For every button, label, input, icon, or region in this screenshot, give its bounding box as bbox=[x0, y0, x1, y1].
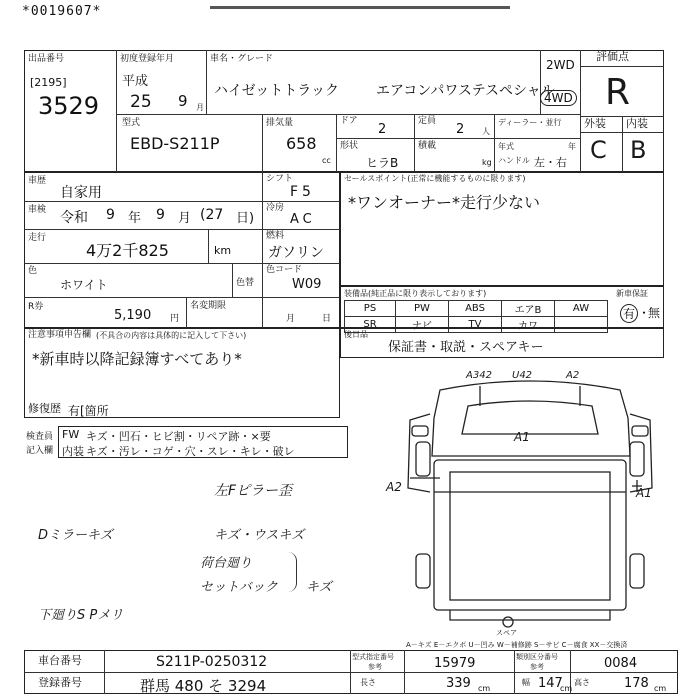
ac-value: AC bbox=[290, 212, 316, 227]
mileage-label: 走行 bbox=[28, 233, 47, 243]
class-no-ref: 参考 bbox=[530, 663, 544, 671]
capacity-value: 2 bbox=[456, 122, 465, 137]
name-change-month: 月 bbox=[286, 314, 296, 324]
color-label: 色 bbox=[28, 266, 38, 276]
equip-airbag: エアB bbox=[502, 301, 555, 317]
mileage-value: 4万2千825 bbox=[86, 241, 169, 260]
color-value: ホワイト bbox=[60, 278, 108, 292]
left-mirror bbox=[412, 426, 428, 436]
equipment-label: 装備品(純正品に限り表示しております) bbox=[344, 289, 487, 298]
width-label: 幅 bbox=[522, 678, 530, 687]
width-unit: cm bbox=[560, 684, 573, 693]
code-right-a1: A1 bbox=[636, 486, 652, 500]
displacement-unit: cc bbox=[322, 156, 331, 165]
equip-tv: TV bbox=[449, 317, 502, 333]
year-unit: 年 bbox=[568, 142, 576, 151]
rear-left-wheel bbox=[416, 554, 430, 588]
accessories-value: 保証書・取説・スペアキー bbox=[388, 340, 544, 355]
shift-label: シフト bbox=[266, 174, 294, 184]
inspection-year-unit: 年 bbox=[128, 211, 142, 226]
usage-label: 車歴 bbox=[28, 176, 47, 186]
handwritten-bed: 荷台廻り bbox=[200, 556, 253, 571]
handwritten-scratch: キズ・ウスキズ bbox=[214, 528, 305, 543]
handwritten-bracket bbox=[288, 552, 297, 592]
car-grade: エアコンパワステスペシャル bbox=[376, 83, 555, 99]
code-top-a2: A2 bbox=[566, 370, 580, 381]
fuel-label: 燃料 bbox=[266, 231, 285, 241]
inspection-day-unit: 日) bbox=[236, 211, 255, 226]
color-change-label: 色替 bbox=[236, 278, 255, 288]
spare-label: スペア bbox=[496, 629, 517, 637]
lot-label: 出品番号 bbox=[28, 54, 65, 64]
year-label: 年式 bbox=[498, 142, 514, 151]
equip-aw: AW bbox=[555, 301, 608, 317]
damage-legend: A－キズ E－エクボ U－凹み W－補修跡 S－サビ C－腐食 XX－交換済 bbox=[406, 641, 628, 649]
grade-label: 評価点 bbox=[596, 50, 629, 63]
bed-inner bbox=[450, 472, 610, 600]
recycle-value: 5,190 bbox=[114, 308, 152, 323]
class-no-label: 類別区分番号 bbox=[516, 653, 558, 661]
dealer-label: ディーラー・並行 bbox=[498, 118, 562, 127]
handle-value: 左・右 bbox=[534, 156, 567, 169]
inspection-month: 9 bbox=[156, 207, 165, 223]
plate-value: 群馬 480 そ 3294 bbox=[140, 677, 267, 695]
accessories-label: 後日品 bbox=[344, 330, 368, 339]
checker-label-2: 記入欄 bbox=[26, 446, 54, 456]
code-top-a342: A342 bbox=[466, 370, 492, 381]
warranty-yes: 有 bbox=[620, 304, 638, 323]
equip-navi: ナビ bbox=[396, 317, 449, 333]
name-change-label: 名変期限 bbox=[190, 301, 227, 311]
rear-right-wheel bbox=[630, 554, 644, 588]
warranty-no: 無 bbox=[648, 306, 661, 320]
length-unit: cm bbox=[478, 684, 491, 693]
equip-sr: SR bbox=[345, 317, 396, 333]
serial-number: *0019607* bbox=[22, 4, 102, 19]
shift-value: F5 bbox=[290, 184, 315, 200]
chassis-value: S211P-0250312 bbox=[156, 654, 268, 670]
registration-month-unit: 月 bbox=[196, 103, 204, 112]
warranty-sep: ・ bbox=[638, 306, 651, 320]
checker-row1-items: キズ・凹石・ヒビ割・リペア跡・×要 bbox=[86, 430, 271, 443]
equip-pw: PW bbox=[396, 301, 449, 317]
usage-value: 自家用 bbox=[60, 185, 102, 201]
inspection-month-unit: 月 bbox=[178, 211, 192, 226]
checker-row2-prefix: 内装 bbox=[62, 445, 84, 458]
right-mirror bbox=[632, 426, 648, 436]
ac-label: 冷房 bbox=[266, 203, 285, 213]
load-unit: kg bbox=[482, 158, 492, 167]
grade-score: R bbox=[605, 72, 631, 113]
capacity-unit: 人 bbox=[482, 127, 490, 136]
inspection-day: (27 bbox=[200, 207, 224, 223]
handwritten-pillar: 左Fピラー歪 bbox=[214, 483, 293, 499]
colorcode-value: W09 bbox=[292, 277, 322, 292]
new-car-warranty-label: 新車保証 bbox=[616, 289, 648, 298]
spare-tire bbox=[503, 617, 513, 627]
checker-row1-prefix: FW bbox=[62, 428, 80, 441]
registration-label: 初度登録年月 bbox=[120, 54, 175, 64]
model-label: 型式 bbox=[122, 118, 141, 128]
doors-label: ドア bbox=[340, 116, 358, 126]
length-value: 339 bbox=[446, 676, 471, 691]
drive-2wd: 2WD bbox=[546, 58, 575, 72]
lot-code: [2195] bbox=[30, 76, 67, 89]
code-top-u42: U42 bbox=[512, 370, 533, 381]
code-center-a1: A1 bbox=[514, 430, 530, 444]
handwritten-scratch2: キズ bbox=[306, 580, 332, 595]
plate-label: 登録番号 bbox=[38, 676, 82, 689]
drive-4wd: 4WD bbox=[540, 90, 577, 106]
interior-grade: B bbox=[630, 136, 647, 164]
name-change-day: 日 bbox=[322, 314, 332, 324]
equip-leather: カワ bbox=[502, 317, 555, 333]
shape-value: ヒラB bbox=[366, 156, 399, 170]
windshield bbox=[462, 401, 598, 434]
checker-label-1: 検査員 bbox=[26, 432, 54, 442]
car-diagram bbox=[380, 368, 680, 638]
notes-sublabel: (不具合の内容は具体的に記入して下さい) bbox=[96, 331, 247, 340]
repair-value: 有[箇所 bbox=[68, 404, 109, 418]
exterior-label: 外装 bbox=[584, 117, 606, 130]
truck-bed bbox=[434, 460, 626, 610]
registration-month: 9 bbox=[178, 92, 188, 110]
handwritten-under: 下廻りS Pメリ bbox=[38, 608, 124, 623]
type-no-ref: 参考 bbox=[368, 663, 382, 671]
car-name-label: 車名・グレード bbox=[210, 54, 274, 64]
length-label: 長さ bbox=[360, 678, 376, 687]
model-value: EBD-S211P bbox=[130, 134, 220, 153]
lot-number: 3529 bbox=[38, 92, 100, 120]
displacement-value: 658 bbox=[286, 134, 317, 153]
recycle-unit: 円 bbox=[170, 314, 180, 324]
mileage-unit: km bbox=[214, 244, 232, 257]
shape-label: 形状 bbox=[340, 141, 359, 151]
height-value: 178 bbox=[624, 676, 649, 691]
height-unit: cm bbox=[654, 684, 667, 693]
sales-point-text: *ワンオーナー*走行少ない bbox=[348, 193, 541, 212]
interior-label: 内装 bbox=[626, 117, 648, 130]
load-label: 積載 bbox=[418, 141, 437, 151]
type-no-value: 15979 bbox=[434, 656, 476, 671]
type-no-label: 型式指定番号 bbox=[352, 653, 394, 661]
fuel-value: ガソリン bbox=[268, 245, 324, 261]
recycle-label: R券 bbox=[28, 302, 44, 312]
colorcode-label: 色コード bbox=[266, 265, 303, 275]
displacement-label: 排気量 bbox=[266, 118, 294, 128]
checker-row2-items: キズ・汚レ・コゲ・穴・スレ・キレ・破レ bbox=[86, 445, 295, 458]
inspection-year: 9 bbox=[106, 207, 115, 223]
registration-year: 25 bbox=[130, 92, 152, 112]
handwritten-setback: セットバック bbox=[200, 580, 278, 595]
code-left-a2: A2 bbox=[386, 480, 402, 494]
handle-label: ハンドル bbox=[498, 156, 530, 165]
notes-label: 注意事項申告欄 bbox=[28, 330, 92, 340]
inspection-label: 車検 bbox=[28, 205, 47, 215]
header-title-fragment bbox=[210, 6, 510, 21]
equip-ps: PS bbox=[345, 301, 396, 317]
registration-era: 平成 bbox=[122, 74, 149, 89]
class-no-value: 0084 bbox=[604, 656, 638, 671]
cab-outline bbox=[432, 381, 630, 456]
sales-point-label: セールスポイント(正常に機能するものに限ります) bbox=[344, 174, 526, 183]
car-name: ハイゼットトラック bbox=[214, 83, 340, 99]
front-left-wheel bbox=[416, 442, 430, 476]
capacity-label: 定員 bbox=[418, 116, 437, 126]
repair-label: 修復歴 bbox=[28, 402, 61, 415]
inspection-era: 令和 bbox=[60, 210, 88, 226]
doors-value: 2 bbox=[378, 122, 387, 137]
width-value: 147 bbox=[538, 676, 563, 691]
height-label: 高さ bbox=[574, 678, 590, 687]
tailgate bbox=[450, 610, 610, 620]
chassis-label: 車台番号 bbox=[38, 654, 82, 667]
equip-abs: ABS bbox=[449, 301, 502, 317]
front-right-wheel bbox=[630, 442, 644, 476]
exterior-grade: C bbox=[590, 136, 607, 164]
handwritten-mirror: Dミラーキズ bbox=[38, 528, 113, 543]
notes-text: *新車時以降記録簿すべてあり* bbox=[32, 350, 242, 368]
